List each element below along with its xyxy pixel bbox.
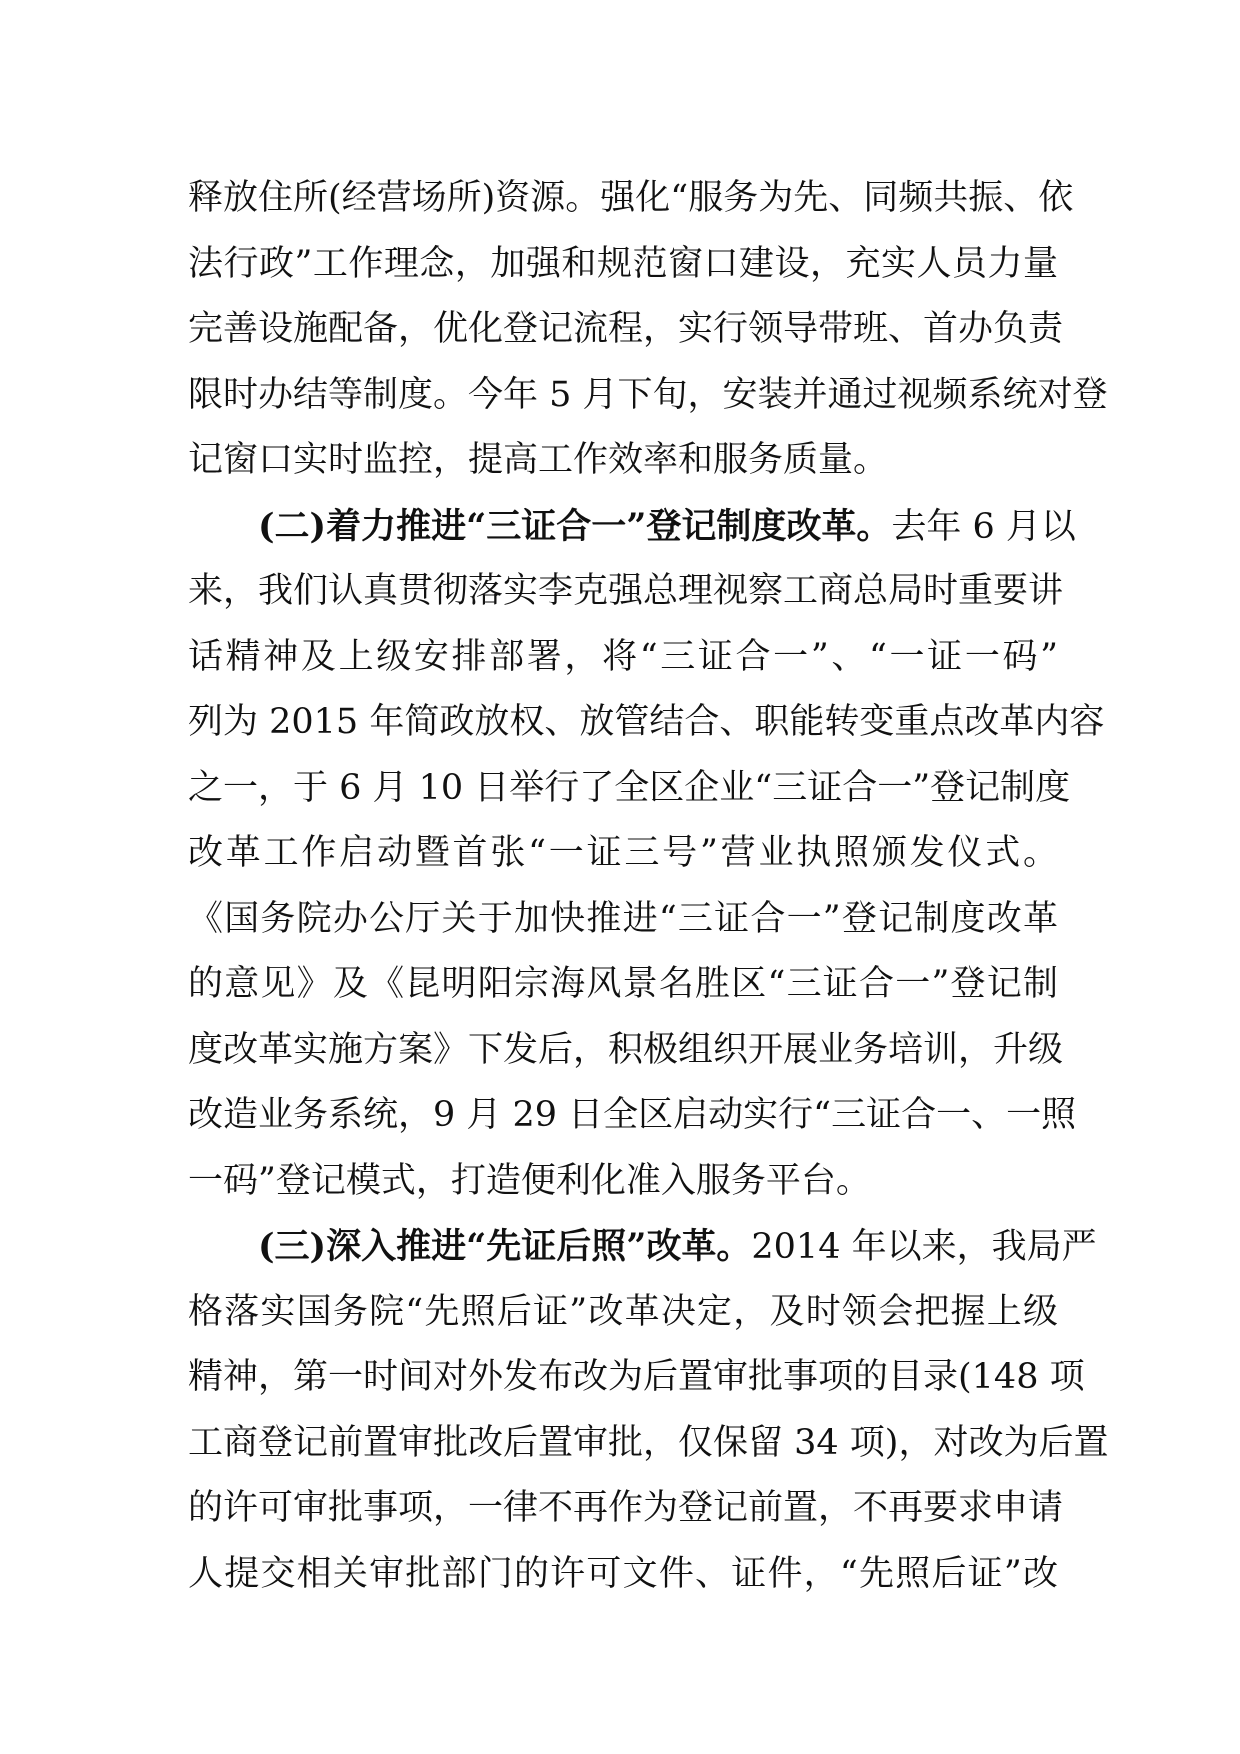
text-line: 工商登记前置审批改后置审批，仅保留 34 项)，对改为后置 <box>188 1422 1109 1463</box>
text-line: 的意见》及《昆明阳宗海风景名胜区“三证合一”登记制 <box>188 964 1058 1004</box>
text-line: 人提交相关审批部门的许可文件、证件，“先照后证”改 <box>188 1553 1058 1594</box>
section-heading-line <box>188 1214 1097 1280</box>
text-line: 的许可审批事项，一律不再作为登记前置，不再要求申请 <box>188 1488 1064 1528</box>
text-line: 《国务院办公厅关于加快推进“三证合一”登记制度改革 <box>188 898 1058 939</box>
text-line: 来，我们认真贯彻落实李克强总理视察工商总局时重要讲 <box>188 571 1064 611</box>
section-heading-rest: 2014 年以来，我局严 <box>751 1227 1097 1267</box>
section-heading-rest: 去年 6 月以 <box>891 506 1076 547</box>
text-line: 列为 2015 年简政放权、放管结合、职能转变重点改革内容 <box>188 702 1105 742</box>
text-line: 限时办结等制度。今年 5 月下旬，安装并通过视频系统对登 <box>188 374 1108 415</box>
text-line: 一码”登记模式，打造便利化准入服务平台。 <box>188 1160 871 1201</box>
text-line: 格落实国务院“先照后证”改革决定，及时领会把握上级 <box>188 1291 1058 1332</box>
text-line: 完善设施配备，优化登记流程，实行领导带班、首办负责 <box>188 309 1064 349</box>
text-line: 改造业务系统，9 月 29 日全区启动实行“三证合一、一照 <box>188 1095 1077 1135</box>
text-line: 改革工作启动暨首张“一证三号”营业执照颁发仪式。 <box>188 833 1058 873</box>
section-heading: (二)着力推进“三证合一”登记制度改革。 <box>258 505 892 547</box>
text-line: 精神，第一时间对外发布改为后置审批事项的目录(148 项 <box>188 1357 1085 1397</box>
document-body <box>188 166 1109 1607</box>
text-line: 记窗口实时监控，提高工作效率和服务质量。 <box>188 440 889 480</box>
section-heading: (三)深入推进“先证后照”改革。 <box>258 1226 752 1267</box>
text-line: 话精神及上级安排部署，将“三证合一”、“一证一码” <box>188 636 1058 677</box>
text-line: 法行政”工作理念，加强和规范窗口建设，充实人员力量 <box>188 243 1058 284</box>
text-line: 释放住所(经营场所)资源。强化“服务为先、同频共振、依 <box>188 178 1074 218</box>
section-heading-line <box>188 494 1076 560</box>
text-line: 之一，于 6 月 10 日举行了全区企业“三证合一”登记制度 <box>188 767 1071 808</box>
text-line: 度改革实施方案》下发后，积极组织开展业务培训，升级 <box>188 1029 1064 1070</box>
